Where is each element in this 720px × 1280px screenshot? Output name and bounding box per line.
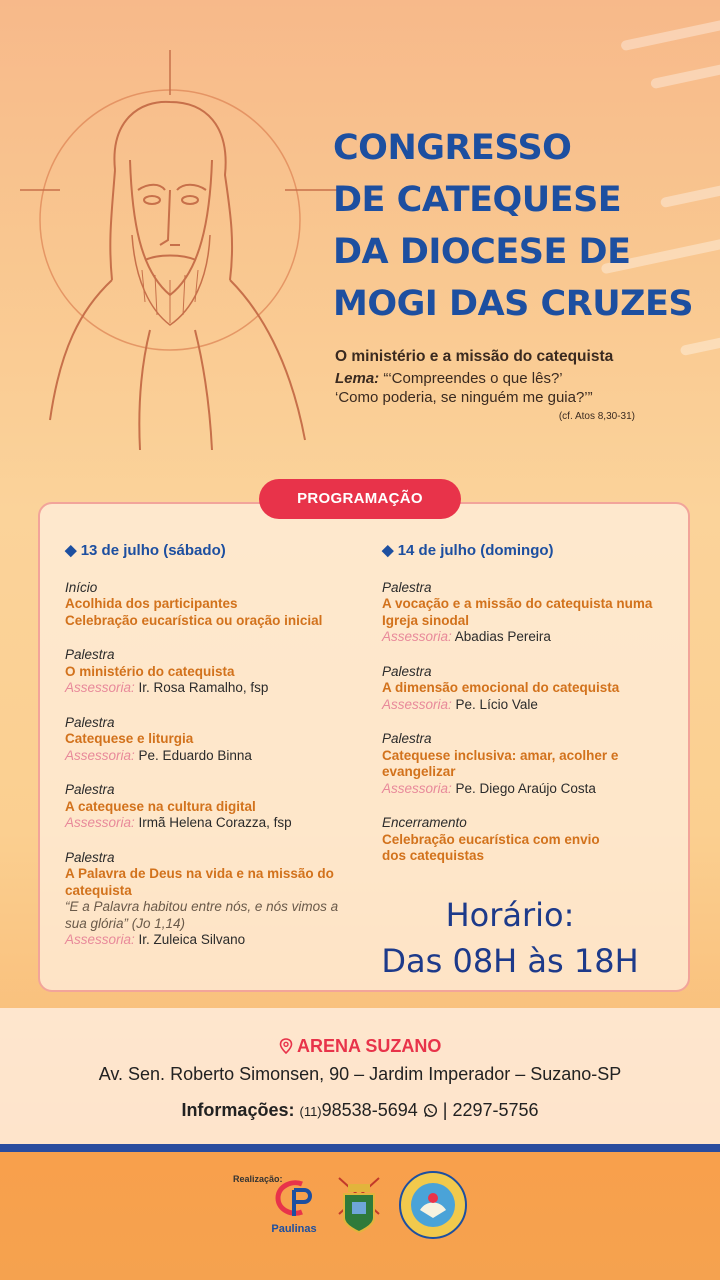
schedule-item bbox=[65, 647, 365, 697]
advisor-label: Assessoria: bbox=[65, 747, 135, 763]
motto-reference: (cf. Atos 8,30-31) bbox=[558, 411, 635, 422]
advisor-name: Ir. Rosa Ramalho, fsp bbox=[138, 680, 269, 695]
advisor-name: Pe. Lício Vale bbox=[455, 696, 538, 712]
diocese-coat-of-arms-icon bbox=[334, 1174, 384, 1236]
realizacao-label: Realização: bbox=[233, 1174, 283, 1184]
item-kind: Início bbox=[65, 579, 98, 595]
advisor-name: Irmã Helena Corazza, fsp bbox=[138, 815, 292, 830]
info-ddd: (11) bbox=[299, 1104, 322, 1119]
advisor-name: Ir. Zuleica Silvano bbox=[138, 932, 246, 947]
item-topic: A vocação e a missão do catequista numa Igreja sinodal bbox=[382, 596, 653, 628]
footer-divider bbox=[0, 1144, 720, 1152]
day1-label: 13 de julho (sábado) bbox=[80, 542, 226, 559]
advisor-name: Pe. Eduardo Binna bbox=[138, 747, 252, 763]
item-kind: Palestra bbox=[382, 731, 432, 746]
schedule-item bbox=[382, 815, 622, 865]
day2-column bbox=[382, 543, 682, 883]
item-topic: Acolhida dos participantes bbox=[65, 596, 238, 611]
paulinas-logo bbox=[266, 1178, 322, 1238]
info-label: Informações: bbox=[181, 1100, 295, 1120]
item-kind: Encerramento bbox=[382, 815, 467, 830]
item-topic: Catequese e liturgia bbox=[65, 731, 194, 746]
info-phone1: 98538-5694 bbox=[321, 1100, 418, 1120]
day1-column bbox=[65, 543, 365, 967]
item-topic: Celebração eucarística com envio dos catequistas bbox=[382, 831, 600, 863]
item-topic: O ministério do catequista bbox=[65, 663, 235, 679]
day2-label: 14 de julho (domingo) bbox=[397, 542, 554, 559]
location-pin-icon bbox=[279, 1038, 293, 1054]
motto-line1: “‘Compreendes o que lês?’ bbox=[383, 370, 563, 387]
item-quote: “E a Palavra habitou entre nós, e nós vimos a sua glória” (Jo 1,14) bbox=[65, 899, 339, 931]
schedule-item bbox=[65, 715, 365, 765]
item-topic: A Palavra de Deus na vida e na missão do catequista bbox=[65, 866, 334, 898]
title-line: CONGRESSO bbox=[333, 128, 572, 168]
advisor-label: Assessoria: bbox=[65, 680, 135, 695]
schedule-item bbox=[65, 850, 340, 949]
animacao-biblico-catequetica-seal-icon bbox=[398, 1170, 468, 1240]
item-kind: Palestra bbox=[65, 714, 115, 730]
advisor-label: Assessoria: bbox=[65, 815, 135, 830]
motto-label: Lema: bbox=[335, 370, 380, 387]
item-topic: A dimensão emocional do catequista bbox=[382, 680, 620, 695]
item-kind: Palestra bbox=[65, 647, 115, 662]
item-kind: Palestra bbox=[65, 782, 115, 797]
subtitle-block bbox=[335, 348, 705, 422]
advisor-name: Abadias Pereira bbox=[454, 629, 551, 644]
item-kind: Palestra bbox=[65, 849, 115, 865]
christ-portrait-illustration bbox=[20, 40, 340, 460]
event-title bbox=[333, 122, 713, 330]
item-kind: Palestra bbox=[382, 579, 432, 595]
advisor-label: Assessoria: bbox=[382, 629, 452, 644]
motto-line2: ‘Como poderia, se ninguém me guia?’” bbox=[335, 389, 593, 406]
title-line: DA DIOCESE DE bbox=[333, 232, 631, 272]
divider: | bbox=[442, 1100, 448, 1120]
contact-info bbox=[0, 1100, 720, 1121]
decor-streak bbox=[650, 61, 720, 89]
schedule-item bbox=[382, 731, 627, 797]
hours-label: Horário: bbox=[445, 896, 575, 934]
schedule-item bbox=[382, 664, 682, 714]
item-kind: Palestra bbox=[382, 663, 432, 679]
decor-streak bbox=[620, 19, 720, 52]
info-phone2: 2297-5756 bbox=[452, 1100, 539, 1120]
schedule-item bbox=[382, 580, 682, 646]
venue-name bbox=[0, 1036, 720, 1057]
theme-text: O ministério e a missão do catequista bbox=[335, 348, 614, 365]
advisor-name: Pe. Diego Araújo Costa bbox=[455, 780, 596, 796]
hours-value: Das 08H às 18H bbox=[381, 942, 639, 980]
title-line: DE CATEQUESE bbox=[333, 180, 622, 220]
day2-heading: ◆ 14 de julho (domingo) bbox=[382, 542, 554, 559]
whatsapp-icon bbox=[423, 1103, 438, 1118]
day1-heading: ◆ 13 de julho (sábado) bbox=[65, 542, 226, 559]
item-topic: Catequese inclusiva: amar, acolher e evangelizar bbox=[382, 747, 619, 779]
venue-name-text: ARENA SUZANO bbox=[297, 1036, 442, 1056]
program-heading: PROGRAMAÇÃO bbox=[259, 479, 461, 519]
schedule-hours bbox=[360, 892, 660, 984]
item-topic: Celebração eucarística ou oração inicial bbox=[65, 612, 323, 628]
schedule-item bbox=[65, 782, 365, 832]
title-line: MOGI DAS CRUZES bbox=[333, 284, 694, 324]
item-topic: A catequese na cultura digital bbox=[65, 798, 256, 814]
venue-address: Av. Sen. Roberto Simonsen, 90 – Jardim Imperador – Suzano-SP bbox=[98, 1064, 622, 1084]
paulinas-logo-text: Paulinas bbox=[271, 1223, 317, 1235]
advisor-label: Assessoria: bbox=[65, 932, 135, 947]
motto bbox=[335, 369, 705, 407]
advisor-label: Assessoria: bbox=[382, 696, 452, 712]
schedule-item bbox=[65, 580, 365, 630]
paulinas-mark-icon bbox=[272, 1178, 316, 1218]
advisor-label: Assessoria: bbox=[382, 780, 452, 796]
